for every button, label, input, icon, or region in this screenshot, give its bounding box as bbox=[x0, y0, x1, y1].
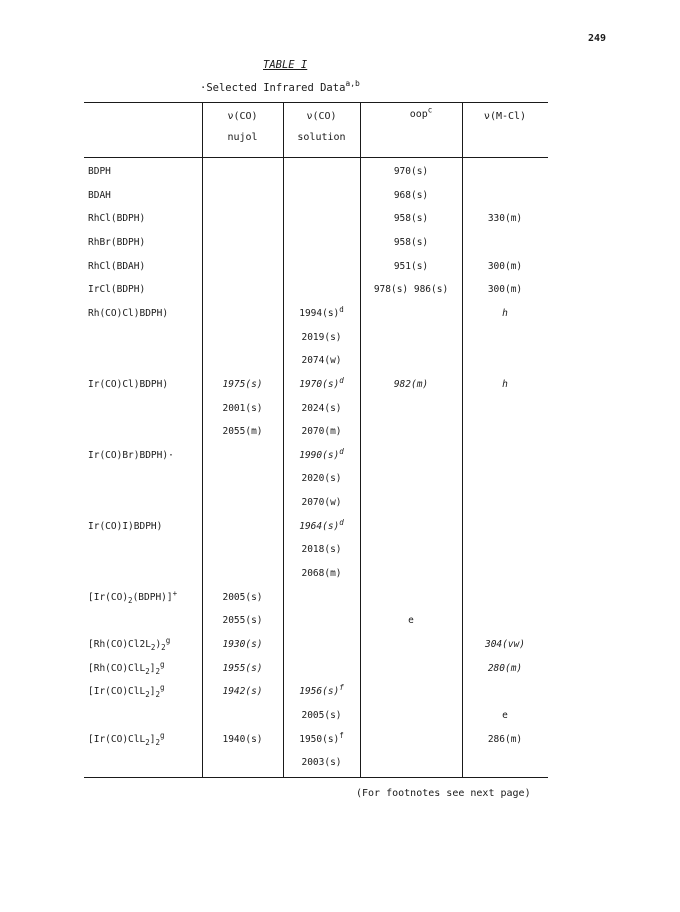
compound-cell bbox=[88, 730, 165, 747]
sol-cell bbox=[283, 446, 360, 461]
compound-cell bbox=[88, 166, 111, 177]
cell-value: 970(s) bbox=[393, 166, 429, 177]
oop-cell bbox=[360, 379, 462, 390]
compound-name: BDPH bbox=[88, 166, 111, 177]
cell-value: 300(m) bbox=[487, 284, 523, 295]
compound-superscript: g bbox=[159, 659, 165, 669]
cell-value: 2070(m) bbox=[301, 426, 342, 437]
mcl-cell bbox=[462, 639, 548, 650]
sol-cell bbox=[283, 544, 360, 555]
compound-subscript: 2 bbox=[155, 737, 160, 747]
compound-subscript: 2 bbox=[155, 689, 160, 699]
cell-value: 2005(s) bbox=[222, 592, 263, 603]
cell-value: 1930(s) bbox=[222, 639, 263, 650]
sol-cell bbox=[283, 757, 360, 768]
cell-value: 2005(s) bbox=[301, 710, 342, 721]
cell-value: 2070(w) bbox=[301, 497, 342, 508]
cell-value: 951(s) bbox=[393, 261, 429, 272]
nujol-cell bbox=[202, 686, 283, 697]
table-top-rule bbox=[84, 102, 548, 103]
column-divider-3 bbox=[360, 103, 361, 777]
cell-value: 968(s) bbox=[393, 190, 429, 201]
cell-value: 286(m) bbox=[487, 734, 523, 745]
compound-name: [Ir(CO)ClL bbox=[88, 686, 146, 697]
column-divider-1 bbox=[202, 103, 203, 777]
oop-cell bbox=[360, 213, 462, 224]
cell-value: 1994(s) bbox=[299, 308, 340, 319]
header-line1: ν(CO) bbox=[227, 111, 258, 122]
sol-cell bbox=[283, 426, 360, 437]
compound-name: Ir(CO)Br)BDPH)· bbox=[88, 450, 174, 461]
sol-cell bbox=[283, 682, 360, 697]
sol-cell bbox=[283, 355, 360, 366]
cell-value: 978(s) 986(s) bbox=[373, 284, 449, 295]
compound-name: [Ir(CO) bbox=[88, 592, 129, 603]
cell-value: 1940(s) bbox=[222, 734, 263, 745]
cell-value: 2068(m) bbox=[301, 568, 342, 579]
mcl-cell bbox=[462, 663, 548, 674]
table-title: TABLE I bbox=[263, 59, 308, 71]
compound-subscript: 2 bbox=[128, 595, 133, 605]
cell-value: h bbox=[502, 308, 508, 319]
compound-cell bbox=[88, 261, 145, 272]
oop-cell bbox=[360, 190, 462, 201]
compound-cell bbox=[88, 635, 171, 652]
compound-name-tail: ] bbox=[149, 686, 156, 697]
cell-value: 2001(s) bbox=[222, 403, 263, 414]
sol-cell bbox=[283, 517, 360, 532]
nujol-cell bbox=[202, 615, 283, 626]
header-line1: ν(CO) bbox=[306, 111, 337, 122]
compound-name: Rh(CO)Cl)BDPH) bbox=[88, 308, 169, 319]
column-header-oop bbox=[380, 105, 462, 120]
compound-name: IrCl(BDPH) bbox=[88, 284, 146, 295]
sol-cell bbox=[283, 568, 360, 579]
sol-cell bbox=[283, 497, 360, 508]
column-header-mcl: ν(M-Cl) bbox=[483, 111, 527, 122]
compound-cell bbox=[88, 213, 145, 224]
compound-name: RhCl(BDAH) bbox=[88, 261, 146, 272]
compound-name: [Ir(CO)ClL bbox=[88, 734, 146, 745]
caption-text: Selected Infrared Data bbox=[206, 82, 346, 94]
cell-value: 1956(s) bbox=[299, 686, 340, 697]
compound-subscript: 2 bbox=[161, 642, 166, 652]
sol-cell bbox=[283, 730, 360, 745]
compound-name-tail: ] bbox=[149, 734, 156, 745]
oop-cell bbox=[360, 237, 462, 248]
compound-superscript: g bbox=[159, 730, 165, 740]
compound-name: RhCl(BDPH) bbox=[88, 213, 146, 224]
header-bottom-rule bbox=[84, 157, 548, 158]
column-divider-2 bbox=[283, 103, 284, 777]
header-line2: nujol bbox=[227, 132, 258, 143]
footnote-marker: d bbox=[339, 517, 344, 527]
compound-cell bbox=[88, 588, 178, 605]
nujol-cell bbox=[202, 734, 283, 745]
footnote-marker: d bbox=[339, 304, 344, 314]
cell-value: e bbox=[408, 615, 414, 626]
compound-subscript: 2 bbox=[145, 689, 150, 699]
cell-value: 982(m) bbox=[393, 379, 429, 390]
oop-cell bbox=[360, 261, 462, 272]
page-number: 249 bbox=[588, 33, 607, 44]
cell-value: 1942(s) bbox=[222, 686, 263, 697]
mcl-cell bbox=[462, 379, 548, 390]
cell-value: 1990(s) bbox=[299, 450, 340, 461]
compound-name: RhBr(BDPH) bbox=[88, 237, 146, 248]
oop-cell bbox=[360, 615, 462, 626]
compound-cell bbox=[88, 237, 145, 248]
header-line2: solution bbox=[297, 132, 346, 143]
cell-value: 2018(s) bbox=[301, 544, 342, 555]
oop-cell bbox=[360, 284, 462, 295]
mcl-cell bbox=[462, 308, 548, 319]
cell-value: 300(m) bbox=[487, 261, 523, 272]
footnote-marker: d bbox=[339, 446, 344, 456]
cell-value: 330(m) bbox=[487, 213, 523, 224]
compound-cell bbox=[88, 379, 168, 390]
sol-cell bbox=[283, 375, 360, 390]
cell-value: 304(vw) bbox=[484, 639, 526, 650]
cell-value: 1970(s) bbox=[299, 379, 340, 390]
mcl-cell bbox=[462, 261, 548, 272]
compound-cell bbox=[88, 521, 162, 532]
nujol-cell bbox=[202, 592, 283, 603]
sol-cell bbox=[283, 710, 360, 721]
cell-value: 1975(s) bbox=[222, 379, 263, 390]
compound-subscript: 2 bbox=[145, 666, 150, 676]
mcl-cell bbox=[462, 213, 548, 224]
cell-value: 1964(s) bbox=[299, 521, 340, 532]
header-line1: oop bbox=[409, 109, 428, 120]
compound-cell bbox=[88, 190, 111, 201]
compound-name-tail: ) bbox=[155, 639, 162, 650]
sol-cell bbox=[283, 473, 360, 484]
mcl-cell bbox=[462, 734, 548, 745]
compound-superscript: g bbox=[165, 635, 171, 645]
compound-name-tail: ] bbox=[149, 663, 156, 674]
compound-name: Ir(CO)Cl)BDPH) bbox=[88, 379, 169, 390]
cell-value: 2055(m) bbox=[222, 426, 263, 437]
compound-superscript: g bbox=[159, 682, 165, 692]
sol-cell bbox=[283, 332, 360, 343]
caption-footnote-marker: a,b bbox=[345, 79, 360, 88]
cell-value: 1955(s) bbox=[222, 663, 263, 674]
cell-value: 2024(s) bbox=[301, 403, 342, 414]
cell-value: 958(s) bbox=[393, 237, 429, 248]
compound-subscript: 2 bbox=[150, 642, 156, 652]
compound-subscript: 2 bbox=[155, 666, 160, 676]
table-caption bbox=[200, 79, 360, 94]
cell-value: 958(s) bbox=[393, 213, 429, 224]
compound-name-tail: (BDPH)] bbox=[132, 592, 173, 603]
sol-cell bbox=[283, 304, 360, 319]
nujol-cell bbox=[202, 639, 283, 650]
compound-name: Ir(CO)I)BDPH) bbox=[88, 521, 163, 532]
cell-value: 2020(s) bbox=[301, 473, 342, 484]
compound-name: [Rh(CO)Cl2L bbox=[88, 639, 151, 650]
compound-superscript: + bbox=[172, 588, 178, 598]
compound-cell bbox=[88, 450, 174, 461]
compound-cell bbox=[88, 659, 165, 676]
cell-value: 2074(w) bbox=[301, 355, 342, 366]
cell-value: 2019(s) bbox=[301, 332, 342, 343]
compound-name: [Rh(CO)ClL bbox=[88, 663, 146, 674]
cell-value: 2055(s) bbox=[222, 615, 263, 626]
nujol-cell bbox=[202, 403, 283, 414]
cell-value: 280(m) bbox=[487, 663, 523, 674]
compound-subscript: 2 bbox=[145, 737, 150, 747]
compound-cell bbox=[88, 308, 168, 319]
footnote-marker: f bbox=[339, 682, 344, 692]
table-bottom-rule bbox=[84, 777, 548, 778]
footnote-marker: d bbox=[339, 375, 344, 385]
mcl-cell bbox=[462, 284, 548, 295]
footnote-reference: (For footnotes see next page) bbox=[356, 788, 531, 799]
cell-value: h bbox=[502, 379, 508, 390]
oop-cell bbox=[360, 166, 462, 177]
compound-cell bbox=[88, 682, 165, 699]
footnote-marker: f bbox=[339, 730, 344, 740]
cell-value: 2003(s) bbox=[301, 757, 342, 768]
caption-prefix: · bbox=[200, 82, 207, 94]
nujol-cell bbox=[202, 379, 283, 390]
header-footnote-marker: c bbox=[427, 105, 433, 115]
mcl-cell bbox=[462, 710, 548, 721]
compound-cell bbox=[88, 284, 145, 295]
cell-value: 1950(s) bbox=[299, 734, 340, 745]
nujol-cell bbox=[202, 426, 283, 437]
sol-cell bbox=[283, 403, 360, 414]
compound-name: BDAH bbox=[88, 190, 111, 201]
nujol-cell bbox=[202, 663, 283, 674]
cell-value: e bbox=[502, 710, 508, 721]
column-divider-4 bbox=[462, 103, 463, 777]
